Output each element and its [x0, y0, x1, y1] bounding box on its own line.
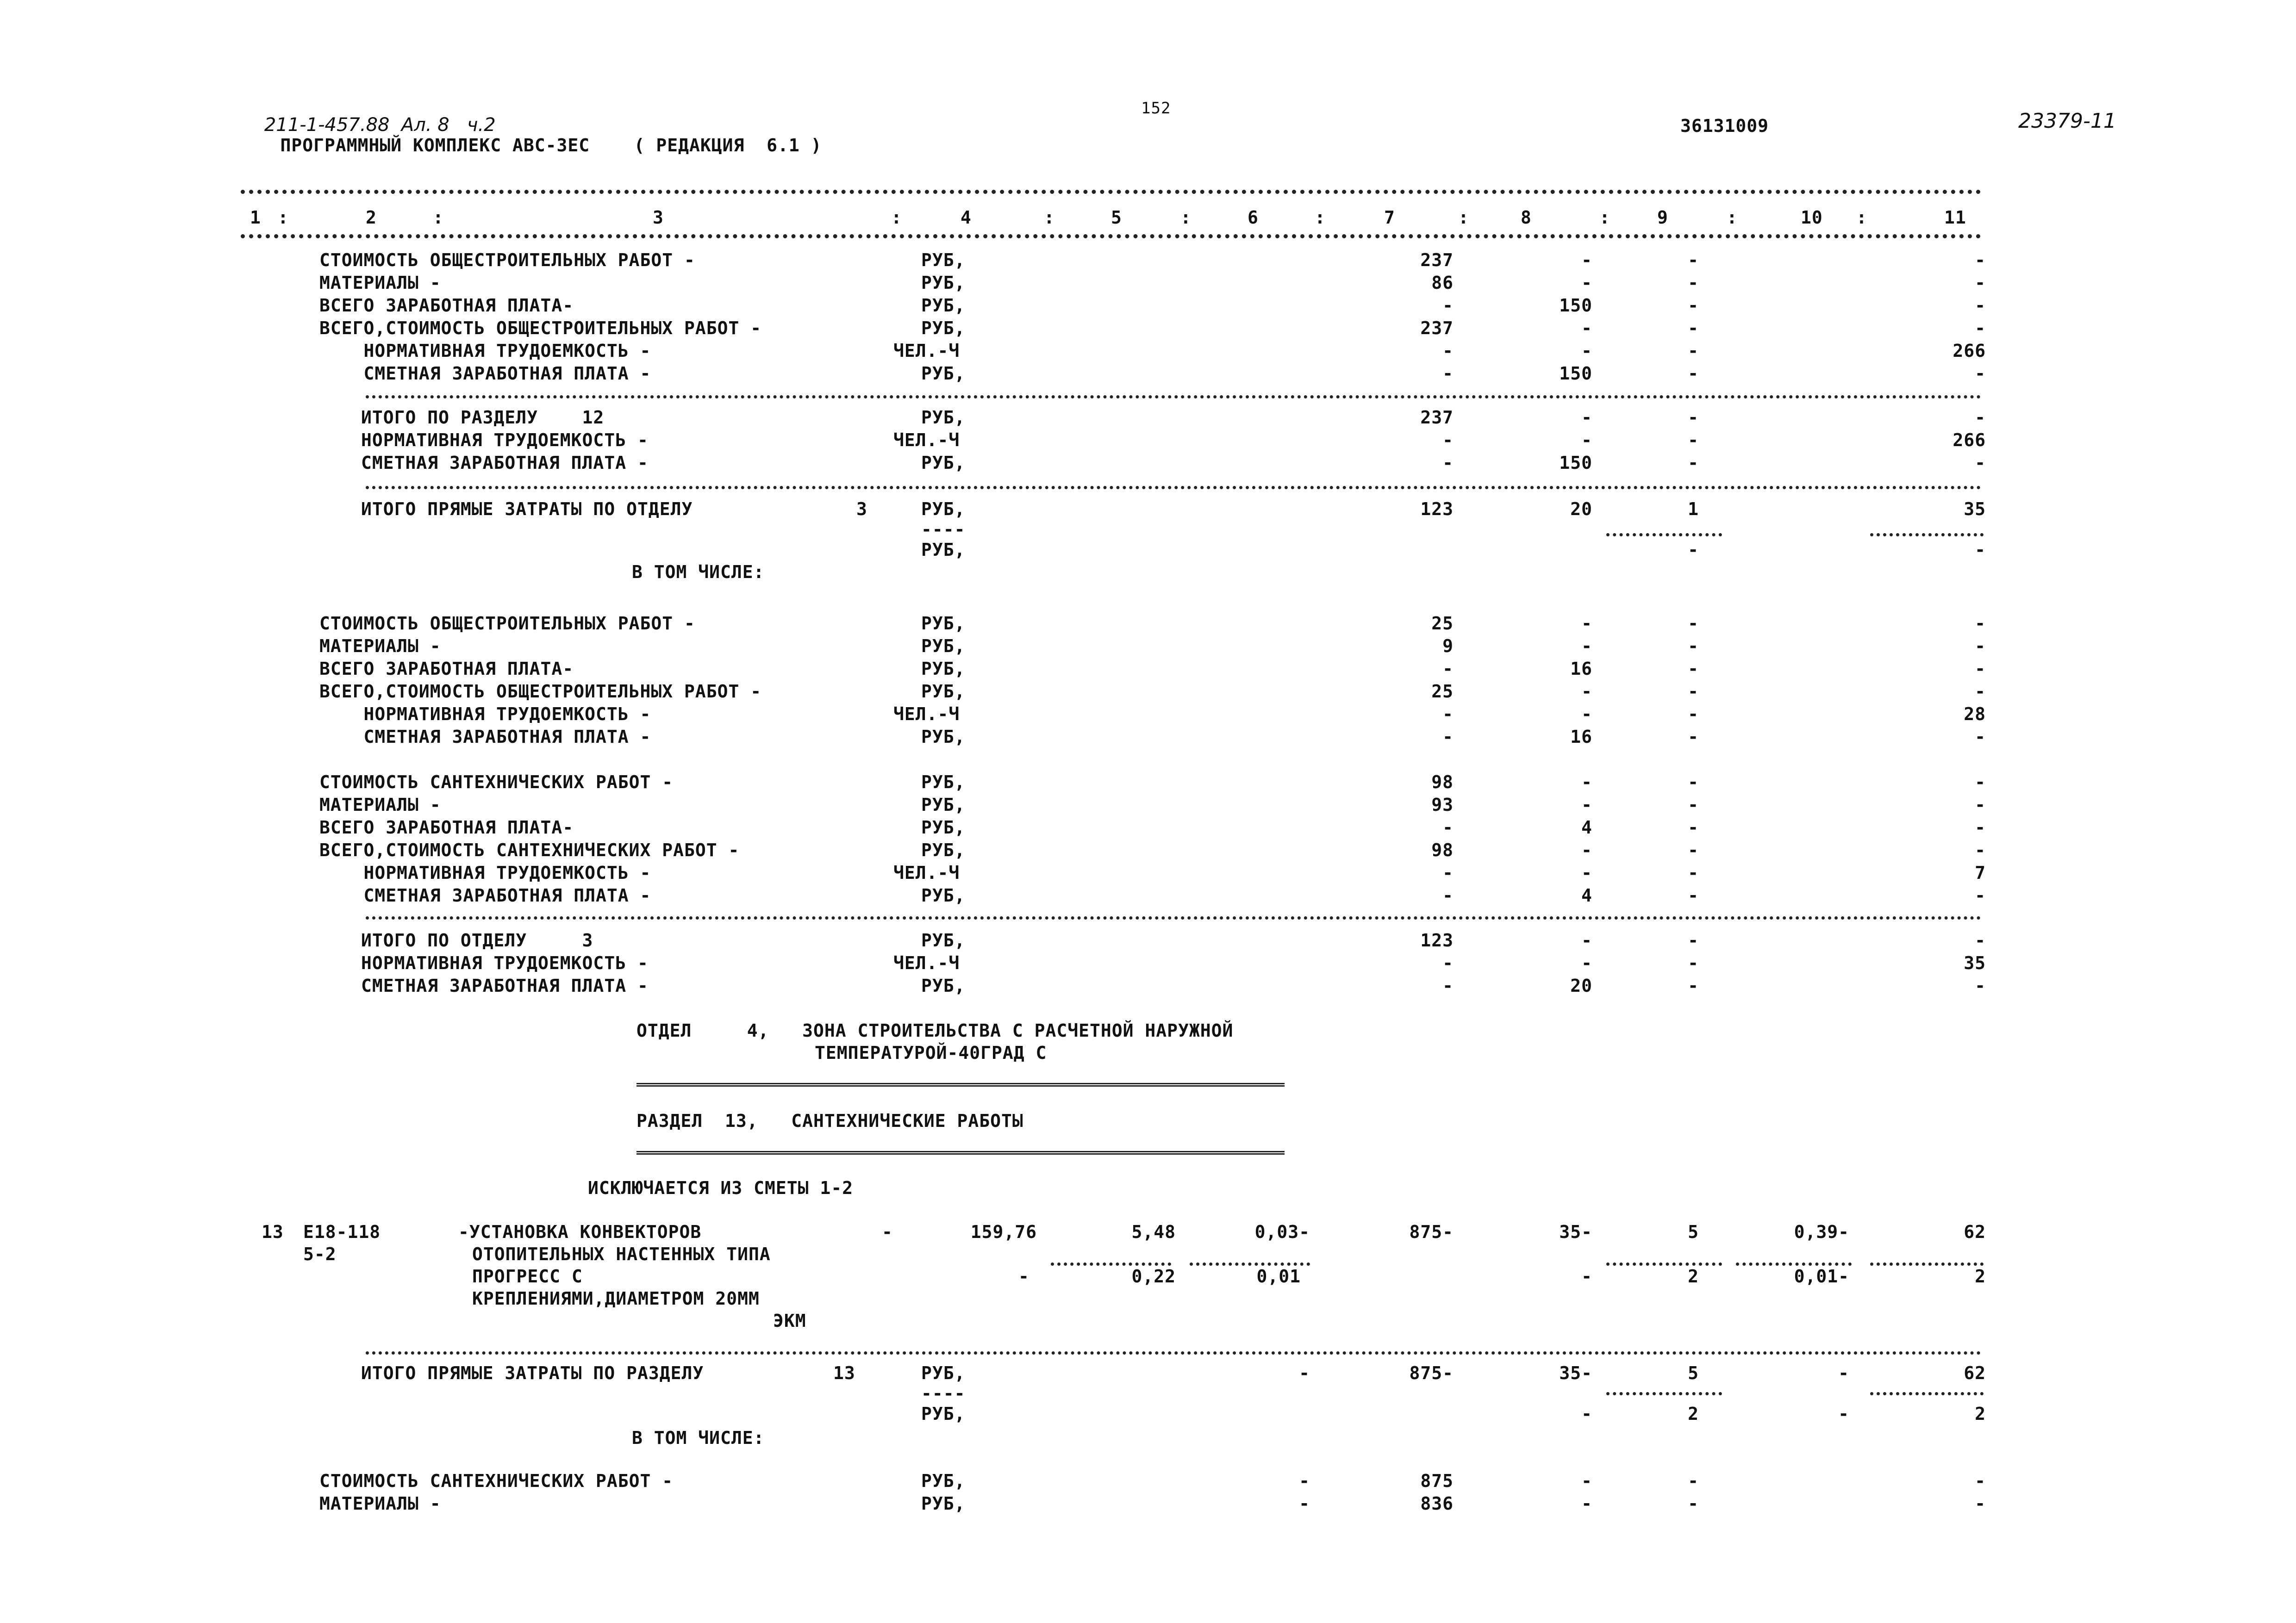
cell-c8: -	[1581, 863, 1592, 883]
row-unit: РУБ,	[921, 659, 966, 679]
cell-c9: -	[1688, 453, 1699, 473]
cell-c7: 237	[1420, 318, 1454, 338]
page-number: 152	[1141, 99, 1171, 118]
cell-c7: -	[1442, 363, 1454, 384]
sheet-number: 23379-11	[2018, 109, 2116, 133]
cell-c6: -	[1299, 1493, 1310, 1514]
otdel-heading: ОТДЕЛ 4, ЗОНА СТРОИТЕЛЬСТВА С РАСЧЕТНОЙ НАРУЖНОЙ	[636, 1020, 1234, 1041]
cell-c6: -	[1299, 1471, 1310, 1491]
row-unit: РУБ,	[921, 273, 966, 293]
program-title: ПРОГРАММНЫЙ КОМПЛЕКС АВС-ЗЕС ( РЕДАКЦИЯ 6.1 )	[280, 135, 822, 155]
item-description: ПРОГРЕСС С	[472, 1266, 583, 1287]
cell-c8: -	[1581, 1493, 1592, 1514]
item-description: -УСТАНОВКА КОНВЕКТОРОВ	[458, 1222, 702, 1242]
cell-c9: -	[1688, 540, 1699, 560]
column-separator: :	[1180, 207, 1192, 228]
cell-c11: 35	[1964, 499, 1986, 519]
row-unit: ЧЕЛ.-Ч	[893, 341, 960, 361]
cell-c8: -	[1581, 407, 1592, 428]
column-separator: :	[1044, 207, 1055, 228]
row-label: СМЕТНАЯ ЗАРАБОТНАЯ ПЛАТА -	[361, 453, 649, 473]
cell-c8: -	[1581, 273, 1592, 293]
cell-c11: -	[1975, 318, 1986, 338]
cell-c8: 150	[1559, 295, 1592, 316]
row-unit: РУБ,	[921, 636, 966, 656]
cell-c8: -	[1581, 1266, 1592, 1287]
cell-c8: -	[1581, 704, 1592, 724]
column-number: 4	[961, 207, 972, 228]
row-label: СТОИМОСТЬ ОБЩЕСТРОИТЕЛЬНЫХ РАБОТ -	[319, 250, 695, 270]
cell-c7: -	[1442, 817, 1454, 838]
row-label: ВСЕГО ЗАРАБОТНАЯ ПЛАТА-	[319, 659, 574, 679]
cell-c7: -	[1442, 341, 1454, 361]
cell-c7: -	[1442, 659, 1454, 679]
cell-c8: -	[1581, 1404, 1592, 1424]
row-unit: ЧЕЛ.-Ч	[893, 430, 960, 450]
cell-c7: -	[1442, 295, 1454, 316]
total-number: 13	[833, 1363, 855, 1383]
cell-mark: -	[882, 1222, 893, 1242]
cell-c5: 5,48	[1131, 1222, 1176, 1242]
row-unit: РУБ,	[921, 1471, 966, 1491]
cell-c11: 7	[1975, 863, 1986, 883]
cell-c11: -	[1975, 1493, 1986, 1514]
cell-c11: -	[1975, 613, 1986, 634]
item-description: ЭКМ	[773, 1311, 806, 1331]
cell-c7: 875-	[1409, 1363, 1454, 1383]
cell-c7: 836	[1420, 1493, 1454, 1514]
cell-c9: -	[1688, 772, 1699, 792]
cell-c11: 266	[1953, 341, 1986, 361]
cell-c7: -	[1442, 453, 1454, 473]
cell-c9: 2	[1688, 1266, 1699, 1287]
cell-c9: -	[1688, 840, 1699, 860]
cell-c8: -	[1581, 840, 1592, 860]
cell-c8: -	[1581, 341, 1592, 361]
cell-c8: -	[1581, 930, 1592, 951]
row-label: СТОИМОСТЬ САНТЕХНИЧЕСКИХ РАБОТ -	[319, 1471, 674, 1491]
cell-c9: -	[1688, 295, 1699, 316]
item-description: ОТОПИТЕЛЬНЫХ НАСТЕННЫХ ТИПА	[472, 1244, 771, 1264]
cell-c8: -	[1581, 430, 1592, 450]
cell-c11: -	[1975, 930, 1986, 951]
row-unit: ЧЕЛ.-Ч	[893, 863, 960, 883]
cell-c9: 5	[1688, 1222, 1699, 1242]
cell-c11: -	[1975, 636, 1986, 656]
cell-c9: 2	[1688, 1404, 1699, 1424]
cell-c7: 9	[1442, 636, 1454, 656]
cell-c11: 2	[1975, 1266, 1986, 1287]
doc-number: 36131009	[1680, 116, 1769, 136]
section-rule	[366, 916, 1981, 920]
row-unit: РУБ,	[921, 795, 966, 815]
cell-c7: 875	[1420, 1471, 1454, 1491]
row-unit: ЧЕЛ.-Ч	[893, 704, 960, 724]
cell-c8: -	[1581, 250, 1592, 270]
row-unit: ЧЕЛ.-Ч	[893, 953, 960, 973]
cell-c11: -	[1975, 453, 1986, 473]
cell-c7: -	[1442, 704, 1454, 724]
column-separator: :	[1856, 207, 1867, 228]
cell-c11: -	[1975, 273, 1986, 293]
cell-c8: 16	[1570, 727, 1592, 747]
heading-underline	[636, 1151, 1285, 1155]
row-label: СМЕТНАЯ ЗАРАБОТНАЯ ПЛАТА -	[319, 885, 651, 906]
row-label: СТОИМОСТЬ САНТЕХНИЧЕСКИХ РАБОТ -	[319, 772, 674, 792]
row-label: ИТОГО ПО РАЗДЕЛУ 12	[361, 407, 605, 428]
cell-c11: -	[1975, 795, 1986, 815]
row-unit: РУБ,	[921, 363, 966, 384]
cell-c8: -	[1581, 613, 1592, 634]
cell-c11: 266	[1953, 430, 1986, 450]
cell-c11: -	[1975, 659, 1986, 679]
cell-c9: -	[1688, 636, 1699, 656]
cell-c9: -	[1688, 1471, 1699, 1491]
cell-c8: -	[1581, 318, 1592, 338]
cell-c5: 0,22	[1131, 1266, 1176, 1287]
total-label: ИТОГО ПРЯМЫЕ ЗАТРАТЫ ПО ОТДЕЛУ	[361, 499, 693, 519]
cell-c7: 86	[1431, 273, 1454, 293]
subtotal-separator	[1051, 1262, 1171, 1266]
row-label: СМЕТНАЯ ЗАРАБОТНАЯ ПЛАТА -	[319, 363, 651, 384]
cell-c7: -	[1442, 727, 1454, 747]
row-label: НОРМАТИВНАЯ ТРУДОЕМКОСТЬ -	[319, 341, 651, 361]
row-label: СМЕТНАЯ ЗАРАБОТНАЯ ПЛАТА -	[319, 727, 651, 747]
cell-c8: 4	[1581, 885, 1592, 906]
cell-c6: -	[1299, 1363, 1310, 1383]
row-unit: РУБ,	[921, 772, 966, 792]
cell-c9: -	[1688, 727, 1699, 747]
row-unit: РУБ,	[921, 976, 966, 996]
row-unit: РУБ,	[921, 295, 966, 316]
item-description: КРЕПЛЕНИЯМИ,ДИАМЕТРОМ 20ММ	[472, 1288, 760, 1309]
including-label: В ТОМ ЧИСЛЕ:	[632, 1428, 765, 1448]
including-label: В ТОМ ЧИСЛЕ:	[632, 562, 765, 582]
row-label: МАТЕРИАЛЫ -	[319, 273, 441, 293]
row-unit: РУБ,	[921, 930, 966, 951]
cell-c8: 20	[1570, 976, 1592, 996]
cell-c8: 16	[1570, 659, 1592, 679]
row-unit: РУБ,	[921, 1404, 966, 1424]
column-number: 9	[1657, 207, 1668, 228]
cell-c9: -	[1688, 863, 1699, 883]
header-rule-bottom	[241, 234, 1981, 238]
cell-c6: 0,03-	[1254, 1222, 1310, 1242]
section-rule	[366, 395, 1981, 398]
unit-dash: ----	[921, 519, 966, 540]
cell-c11: -	[1975, 817, 1986, 838]
cell-c11: -	[1975, 885, 1986, 906]
cell-c9: 5	[1688, 1363, 1699, 1383]
heading-underline	[636, 1083, 1285, 1087]
column-number: 7	[1384, 207, 1395, 228]
row-label: НОРМАТИВНАЯ ТРУДОЕМКОСТЬ -	[361, 430, 649, 450]
cell-c9: -	[1688, 430, 1699, 450]
cell-c9: -	[1688, 613, 1699, 634]
cell-c7: 25	[1431, 681, 1454, 702]
header-rule-top	[241, 190, 1981, 194]
doc-code: 211-1-457.88 Ал. 8 ч.2	[264, 114, 496, 136]
cell-c7: 237	[1420, 250, 1454, 270]
row-label: МАТЕРИАЛЫ -	[319, 636, 441, 656]
column-number: 2	[366, 207, 377, 228]
column-separator: :	[1599, 207, 1610, 228]
cell-c11: 62	[1964, 1363, 1986, 1383]
column-separator: :	[278, 207, 289, 228]
cell-c8: -	[1581, 953, 1592, 973]
subtotal-separator	[1606, 1262, 1722, 1266]
cell-c8: 150	[1559, 363, 1592, 384]
row-label: СТОИМОСТЬ ОБЩЕСТРОИТЕЛЬНЫХ РАБОТ -	[319, 613, 695, 634]
cell-c9: -	[1688, 795, 1699, 815]
column-separator: :	[1727, 207, 1738, 228]
cell-c9: -	[1688, 363, 1699, 384]
column-separator: :	[1458, 207, 1469, 228]
cell-c9: -	[1688, 885, 1699, 906]
cell-c11: -	[1975, 250, 1986, 270]
row-label: МАТЕРИАЛЫ -	[319, 795, 441, 815]
cell-c9: -	[1688, 341, 1699, 361]
row-unit: РУБ,	[921, 817, 966, 838]
cell-c8: 4	[1581, 817, 1592, 838]
cell-c11: -	[1975, 407, 1986, 428]
cell-c11: -	[1975, 1471, 1986, 1491]
row-unit: РУБ,	[921, 613, 966, 634]
cell-c10: 0,39-	[1794, 1222, 1849, 1242]
cell-c7: 237	[1420, 407, 1454, 428]
row-label: ВСЕГО,СТОИМОСТЬ САНТЕХНИЧЕСКИХ РАБОТ -	[319, 840, 740, 860]
column-number: 6	[1248, 207, 1259, 228]
cell-c7: -	[1442, 885, 1454, 906]
column-separator: :	[433, 207, 444, 228]
subtotal-separator	[1736, 1262, 1852, 1266]
column-number: 3	[653, 207, 664, 228]
cell-c11: -	[1975, 976, 1986, 996]
cell-c7: 123	[1420, 499, 1454, 519]
column-number: 10	[1801, 207, 1823, 228]
cell-c9: -	[1688, 318, 1699, 338]
unit-dash: ----	[921, 1383, 966, 1404]
cell-c11: 62	[1964, 1222, 1986, 1242]
item-code: 5-2	[303, 1244, 337, 1264]
cell-c7: 98	[1431, 772, 1454, 792]
subtotal-separator	[1606, 1392, 1722, 1395]
cell-c9: -	[1688, 681, 1699, 702]
subtotal-separator	[1870, 1392, 1984, 1395]
cell-c8: -	[1581, 1471, 1592, 1491]
cell-c7: -	[1442, 976, 1454, 996]
row-label: НОРМАТИВНАЯ ТРУДОЕМКОСТЬ -	[361, 953, 649, 973]
cell-c9: -	[1688, 976, 1699, 996]
row-unit: РУБ,	[921, 885, 966, 906]
cell-c6: 0,01	[1256, 1266, 1301, 1287]
row-unit: РУБ,	[921, 407, 966, 428]
cell-c10: -	[1838, 1404, 1849, 1424]
item-code: Е18-118	[303, 1222, 381, 1242]
cell-c8: -	[1581, 636, 1592, 656]
cell-c11: -	[1975, 295, 1986, 316]
cell-c9: -	[1688, 817, 1699, 838]
row-label: НОРМАТИВНАЯ ТРУДОЕМКОСТЬ -	[319, 863, 651, 883]
total-label: ИТОГО ПРЯМЫЕ ЗАТРАТЫ ПО РАЗДЕЛУ	[361, 1363, 704, 1383]
cell-c8: -	[1581, 772, 1592, 792]
subtotal-separator	[1870, 533, 1984, 536]
cell-c8: -	[1581, 681, 1592, 702]
cell-c9: 1	[1688, 499, 1699, 519]
row-label: ВСЕГО ЗАРАБОТНАЯ ПЛАТА-	[319, 817, 574, 838]
cell-c11: 28	[1964, 704, 1986, 724]
cell-c9: -	[1688, 930, 1699, 951]
section-rule	[366, 486, 1981, 489]
excluded-note: ИСКЛЮЧАЕТСЯ ИЗ СМЕТЫ 1-2	[588, 1178, 854, 1198]
cell-c11: 35	[1964, 953, 1986, 973]
cell-c8: 35-	[1559, 1222, 1592, 1242]
section-rule	[366, 1351, 1981, 1355]
cell-c9: -	[1688, 659, 1699, 679]
subtotal-separator	[1870, 1262, 1984, 1266]
row-unit: РУБ,	[921, 681, 966, 702]
row-label: ВСЕГО,СТОИМОСТЬ ОБЩЕСТРОИТЕЛЬНЫХ РАБОТ -	[319, 681, 762, 702]
row-unit: РУБ,	[921, 250, 966, 270]
cell-c11: -	[1975, 681, 1986, 702]
column-separator: :	[891, 207, 902, 228]
cell-c9: -	[1688, 407, 1699, 428]
cell-c11: 2	[1975, 1404, 1986, 1424]
cell-c8: 35-	[1559, 1363, 1592, 1383]
total-number: 3	[856, 499, 867, 519]
cell-c8: 20	[1570, 499, 1592, 519]
row-unit: РУБ,	[921, 840, 966, 860]
cell-c7: 875-	[1409, 1222, 1454, 1242]
cell-c9: -	[1688, 250, 1699, 270]
otdel-heading: ТЕМПЕРАТУРОЙ-40ГРАД С	[815, 1043, 1047, 1063]
cell-c9: -	[1688, 1493, 1699, 1514]
row-label: СМЕТНАЯ ЗАРАБОТНАЯ ПЛАТА -	[361, 976, 649, 996]
row-label: НОРМАТИВНАЯ ТРУДОЕМКОСТЬ -	[319, 704, 651, 724]
column-number: 1	[250, 207, 261, 228]
cell-c7: -	[1442, 863, 1454, 883]
subtotal-separator	[1606, 533, 1722, 536]
cell-mark: -	[1018, 1266, 1029, 1287]
cell-c7: 93	[1431, 795, 1454, 815]
row-label: МАТЕРИАЛЫ -	[319, 1493, 441, 1514]
razdel-heading: РАЗДЕЛ 13, САНТЕХНИЧЕСКИЕ РАБОТЫ	[636, 1111, 1023, 1131]
item-number: 13	[262, 1222, 284, 1242]
row-unit: РУБ,	[921, 1493, 966, 1514]
cell-c8: 150	[1559, 453, 1592, 473]
cell-c7: -	[1442, 953, 1454, 973]
cell-c11: -	[1975, 772, 1986, 792]
cell-c11: -	[1975, 727, 1986, 747]
cell-c7: 25	[1431, 613, 1454, 634]
cell-c7: 98	[1431, 840, 1454, 860]
cell-c9: -	[1688, 273, 1699, 293]
cell-c10: 0,01-	[1794, 1266, 1849, 1287]
row-unit: РУБ,	[921, 499, 966, 519]
row-unit: РУБ,	[921, 540, 966, 560]
cell-c7: -	[1442, 430, 1454, 450]
column-number: 5	[1111, 207, 1122, 228]
cell-c10: -	[1838, 1363, 1849, 1383]
cell-c8: -	[1581, 795, 1592, 815]
row-label: ВСЕГО ЗАРАБОТНАЯ ПЛАТА-	[319, 295, 574, 316]
cell-c11: -	[1975, 540, 1986, 560]
column-number: 11	[1944, 207, 1966, 228]
cell-c7: 123	[1420, 930, 1454, 951]
row-unit: РУБ,	[921, 453, 966, 473]
row-unit: РУБ,	[921, 318, 966, 338]
row-unit: РУБ,	[921, 727, 966, 747]
row-label: ИТОГО ПО ОТДЕЛУ 3	[361, 930, 593, 951]
row-unit: РУБ,	[921, 1363, 966, 1383]
column-number: 8	[1521, 207, 1532, 228]
cell-c9: -	[1688, 953, 1699, 973]
cell-c11: -	[1975, 840, 1986, 860]
subtotal-separator	[1190, 1262, 1310, 1266]
row-label: ВСЕГО,СТОИМОСТЬ ОБЩЕСТРОИТЕЛЬНЫХ РАБОТ -	[319, 318, 762, 338]
column-separator: :	[1315, 207, 1326, 228]
cell-c11: -	[1975, 363, 1986, 384]
cell-c4: 159,76	[970, 1222, 1037, 1242]
cell-c9: -	[1688, 704, 1699, 724]
